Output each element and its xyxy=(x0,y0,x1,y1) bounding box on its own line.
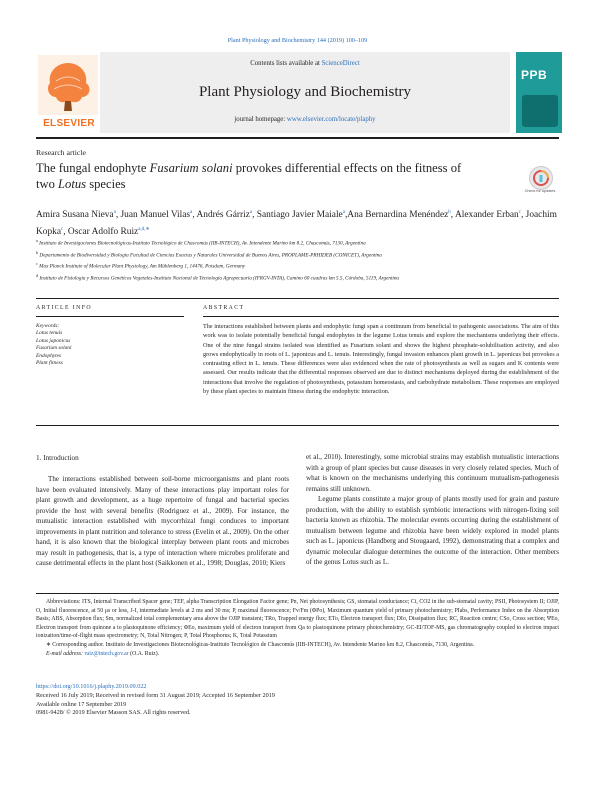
author-name[interactable]: Ana Bernardina Menéndez xyxy=(347,210,449,221)
section-heading-introduction: 1. Introduction xyxy=(36,454,79,462)
email-link[interactable]: ruiz@intech.gov.ar xyxy=(84,650,129,657)
homepage-link[interactable]: www.elsevier.com/locate/plaphy xyxy=(286,116,376,123)
email-footnote: E-mail address: ruiz@intech.gov.ar (O.A. Ruiz). xyxy=(46,650,160,657)
homepage-prefix: journal homepage: xyxy=(234,116,287,123)
corresponding-author-footnote: ∗ Corresponding author. Instituto de Investigaciones Biotecnológicas-Instituto Tecnológico de Chascomús (IIB-INTECH), Av. Intendente Marino km 8.2, Chascomús, 7130, Argentina. xyxy=(46,641,475,648)
doi-link[interactable]: https://doi.org/10.1016/j.plaphy.2019.09.022 xyxy=(36,683,147,690)
check-for-updates-icon[interactable] xyxy=(529,166,553,190)
online-line: Available online 17 September 2019 xyxy=(36,700,127,708)
paragraph: Legume plants constitute a major group of plants mostly used for grain and pasture production, with the ability to establish symbiotic interactions with nitrogen-fixing soil bacteria known as rhizobia. The molecular events occurring during the establishment of mutualism between legume and rhizobia have been widely explored in model plants such as L. japonicus (Handberg and Stougaard, 1992), demonstrating that a complex and dynamic molecular dialogue determines the outcome of the interaction. Other members of the genus Lotus such as L. xyxy=(306,495,559,566)
copyright-line: 0981-9428/ © 2019 Elsevier Masson SAS. All rights reserved. xyxy=(36,709,191,717)
author-affiliation-sup[interactable]: c xyxy=(61,226,64,232)
intro-column-left xyxy=(36,474,289,569)
abstract-text: The interactions established between plants and endophytic fungi span a continuum from beneficial to pathogenic associations. The aim of this work was to isolate potentially beneficial fungal endophytes in the legume Lotus tenuis and explore the mechanisms underlying their effects. One of the nine fungal strains isolated was identified as Fusarium solani and shows the highest phosphate-solubilisation activity, and also grows endophytically in roots of L. japonicus and L. tenuis. Interestingly, fungal invasion enhances plant growth in L. japonicus but provokes a contrasting effect in L. tenuis. These differences were also evidenced when the rate of photosynthesis as well as sugars and K contents were assessed. Our results indicate that the differential responses observed are due to distinct mechanisms deployed during the establishment of the interactions that involve the regulation of photosynthesis, potassium homeostasis, and carbohydrate metabolism. These responses are employed by these plant species to maintain fitness during the endophytic interaction. xyxy=(203,323,559,396)
author-affiliation-sup[interactable]: a xyxy=(113,210,116,215)
divider xyxy=(203,316,559,317)
journal-title: Plant Physiology and Biochemistry xyxy=(198,84,412,100)
affiliation-list xyxy=(36,237,559,283)
keyword: Endophytes xyxy=(36,352,62,359)
cover-image xyxy=(522,95,558,127)
keyword: Lotus japonicus xyxy=(36,337,71,344)
check-badge-icon xyxy=(530,167,552,189)
author-affiliation-sup[interactable]: b xyxy=(448,210,451,215)
article-type: Research article xyxy=(36,148,86,157)
author-list: Amira Susana Nieva$^a$, Juan Manuel Vilas$^a$, Andrés Gárriz$^a$, Santiago Javier Maiale$^a$,Ana Bernardina Menéndez$^b$, Alexander Erban$^c$, Joachim Kopka$^c$, Oscar Adolfo Ruiz$^{a,d,∗}$ xyxy=(36,210,557,237)
affiliation: $^a$ Instituto de Investigaciones Biotecnológicas-Instituto Tecnológico de Chascomús (IIB-INTECH), Av. Intendente Marino km 8.2, Chascomús, 7130, Argentina xyxy=(36,238,366,247)
author-name[interactable]: Juan Manuel Vilas xyxy=(120,210,191,221)
keyword: Lotus tenuis xyxy=(36,330,63,336)
affiliation: $^d$ Instituto de Fisiología y Recursos Genéticos Vegetales-Instituto Nacional de Tecnología Agropecuaria (IFRGV-INTA), Camino 60 cuadras km 5.5, Córdoba, 5119, Argentina xyxy=(36,272,400,282)
paragraph: The interactions established between soil-borne microorganisms and plant roots have been evaluated intensively. Many of these interactions play important roles for plant growth and development, as a huge repertoire of fungal and bacterial species provide the host with several benefits (Rodriguez et al., 2009). For instance, the mutualistic interaction established with mycorrhizal fungi conduces to important improvements in plant nutrition and tolerance to stress (Evelin et al., 2009). On the other hand, it is also known that the biological interplay between plant roots and microbes may result in pathogenesis, that is, a type of interaction where microbes proliferate and cause detrimental effects in the plant host (Saikkonen et al., 1998; Douglas, 2010; Kiers xyxy=(36,475,289,567)
divider xyxy=(36,425,559,426)
homepage-line xyxy=(100,116,510,123)
elsevier-wordmark: ELSEVIER xyxy=(43,118,95,129)
author-affiliation-sup[interactable]: a,d,∗ xyxy=(138,226,150,232)
paragraph: et al., 2010). Interestingly, some microbial strains may establish mutualistic interactions with a group of plant species but cause diseases in very closely related species. Much of what is known on the mechanisms underlying this continuum mutualism-pathogenesis remains still unknown. xyxy=(306,453,559,493)
author-affiliation-sup[interactable]: a xyxy=(249,210,253,215)
author-affiliation-sup[interactable]: a xyxy=(190,210,193,215)
keyword-list xyxy=(36,330,72,368)
affiliation: $^b$ Departamento de Biodiversidad y Biología Facultad de Ciencias Exactas y Naturales Universidad de Buenos Aires, PROPLAME-PRHIDEB (CONICET), Argentina xyxy=(36,249,382,259)
abbreviations-footnote: Abbreviations: ITS, Internal Transcribed Spacer gene; TEF, alpha Transcription Elongation Factor gene; Pn, Net photosynthesis; GS, stomatal conductance; Ci, CO2 in the sub-stomatal cavity; PSII, Photosystem II; OJIP, O, Initial fluorescence, at 50 μs or less, J-I, intermediate levels at 2 ms and 30 ms; P, maximal fluorescence; Fv/Fm (ΦPo), Maximum quantum yield of primary photochemistry; PIabs, Performance Index on the Absorption Basis; ABS, Absorption flux; Sm, normalized total complementary area above the OJIP transient; TRo, Trapped energy flux; ETo, Electron transport flux; DIo, Dissipation flux; RC, Reaction centre; CSo, Cross section; ΨEo, Electron transport from quinone a to plastoquinone efficiency; ΦEo, maximum yield of electron transport from Qa to plastoquinone primary photochemistry; GC-EI/TOF-MS, gas chromatography coupled to electron impact ionization/time-of-flight mass spectrometry; N, Total Nitrogen; P, Total Phosphorus; K, Total Potassium xyxy=(36,599,559,640)
keywords-label: Keywords: xyxy=(36,323,60,329)
cover-ppb-text: PPB xyxy=(521,68,548,82)
keyword: Fusarium solani xyxy=(36,345,72,352)
article-info-heading: ARTICLE INFO xyxy=(36,305,92,311)
author-name[interactable]: Santiago Javier Maiale xyxy=(256,210,343,221)
contents-line xyxy=(100,60,510,67)
author-name[interactable]: Alexander Erban xyxy=(454,210,519,221)
footnotes xyxy=(36,598,559,658)
keyword: Plant fitness xyxy=(36,360,63,367)
article-title: The fungal endophyte Fusarium solani provokes differential effects on the fitness of two Lotus species xyxy=(36,161,462,191)
divider xyxy=(36,298,559,299)
footnote-rule xyxy=(36,593,559,594)
author-name[interactable]: Andrés Gárriz xyxy=(196,210,250,221)
received-line: Received 16 July 2019; Received in revised form 31 August 2019; Accepted 16 September 2019 xyxy=(36,692,275,699)
author-name[interactable]: Joachim Kopka xyxy=(36,210,557,237)
author-name[interactable]: Oscar Adolfo Ruiz xyxy=(67,226,139,237)
author-affiliation-sup[interactable]: c xyxy=(518,210,521,215)
contents-prefix: Contents lists available at xyxy=(250,60,322,67)
sciencedirect-link[interactable]: ScienceDirect xyxy=(321,60,360,67)
author-name[interactable]: Amira Susana Nieva xyxy=(36,210,114,221)
intro-column-right xyxy=(306,452,559,568)
abstract-heading: ABSTRACT xyxy=(203,305,245,311)
publication-history xyxy=(36,692,275,718)
journal-citation[interactable]: Plant Physiology and Biochemistry 144 (2019) 100–109 xyxy=(227,37,368,44)
check-for-updates-label[interactable]: Check for updates xyxy=(524,189,556,193)
affiliation: $^c$ Max Planck Institute of Molecular Plant Physiology, Am Mühlenberg 1, 14476, Potsdam, Germany xyxy=(36,261,246,270)
author-affiliation-sup[interactable]: a xyxy=(342,210,345,215)
divider xyxy=(36,316,184,317)
header-rule xyxy=(36,137,559,139)
